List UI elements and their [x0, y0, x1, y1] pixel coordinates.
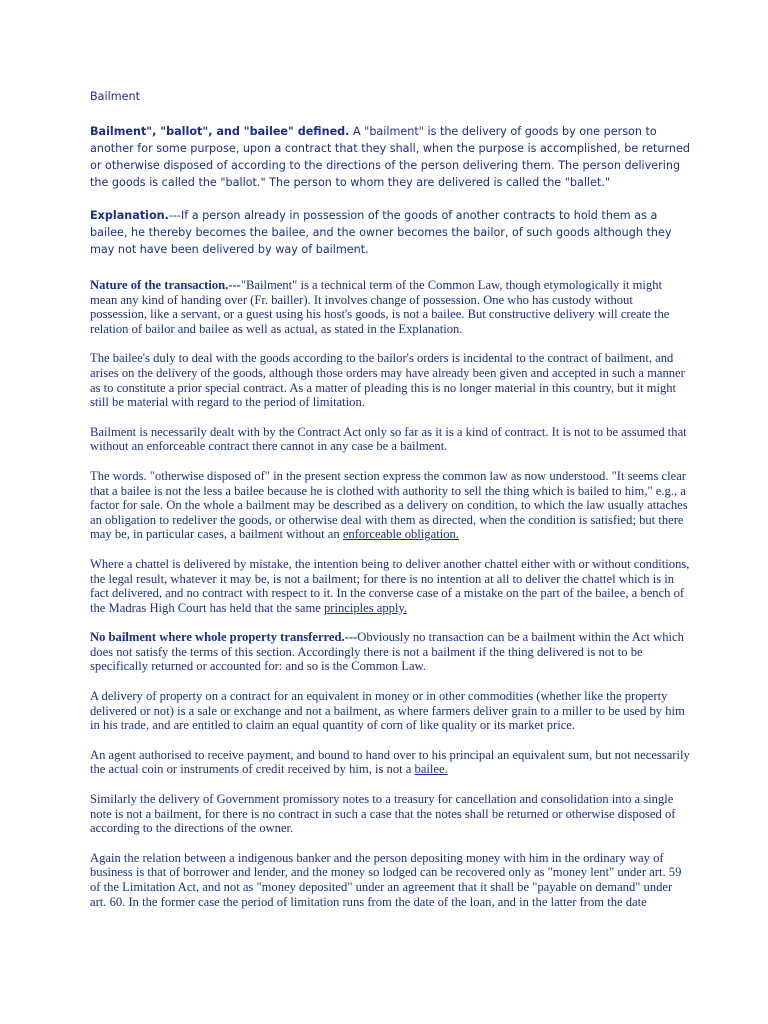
- title-text: Bailment: [90, 90, 141, 103]
- mistake-text: Where a chattel is delivered by mistake, the intention being to deliver another chattel either with or without conditions, the legal result, whatever it may be, is not a bailment; for there is no intention at all to deliver the chattel which is in fact delivered, and no contract with respect to it. In the converse case of a mistake on the part of the bailee, a bench of the Madras High Court has held that the same: [90, 556, 690, 615]
- contract-paragraph: Bailment is necessarily dealt with by the Contract Act only so far as it is a kind of contract. It is not to be assumed that without an enforceable contract there cannot in any case be a bailment.: [90, 424, 687, 454]
- no-bailment-text: Obviously no transaction can be a bailment within the Act which does not satisfy the terms of this section. Accordingly there is not a bailment if the thing delivered is not to be specifically returned or accounted for: and so is the Common Law.: [90, 630, 684, 674]
- agent-paragraph: [90, 748, 690, 777]
- bailee-link[interactable]: bailee.: [414, 762, 448, 777]
- nature-text: "Bailment" is a technical term of the Common Law, though etymologically it might mean any kind of handing over (Fr. bailler). It involves change of possession. One who has custody without possession, like a servant, or a guest using his host's goods, is not a bailee. But constructive delivery will create the relation of bailor and bailee as well as actual, as stated in the Explanation.: [90, 278, 670, 336]
- banker-paragraph: Again the relation between a indigenous banker and the person depositing money with him in the ordinary way of business is that of borrower and lender, and the money so lodged can be recovered only as "money lent" under art. 59 of the Limitation Act, and not as "money deposited" under an agreement that it shall be "payable on demand" under art. 60. In the former case the period of limitation runs from the date of the loan, and in the latter from the date: [90, 850, 682, 909]
- explanation-heading: Explanation.: [90, 209, 169, 222]
- duty-paragraph: The bailee's duly to deal with the goods according to the bailor's orders is incidental to the contract of bailment, and arises on the delivery of the goods, although those orders may have already been given and accepted in such a manner as to constitute a prior special contract. As a matter of pleading this is no longer material in this country, but it might still be material with regard to the period of limitation.: [90, 351, 685, 410]
- no-bailment-heading: No bailment where whole property transferred.---: [90, 630, 358, 645]
- nature-paragraph: [90, 278, 690, 336]
- words-paragraph: [90, 469, 690, 542]
- notes-paragraph: Similarly the delivery of Government promissory notes to a treasury for cancellation and consolidation into a single note is not a bailment, for there is no contract in such a case that the notes shall be returned or otherwise disposed of according to the directions of the owner.: [90, 792, 676, 836]
- agent-text: An agent authorised to receive payment, and bound to hand over to his principal an equivalent sum, but not necessarily the actual coin or instruments of credit received by him, is not a: [90, 747, 690, 777]
- mistake-paragraph: [90, 557, 690, 615]
- document-title: [90, 88, 690, 105]
- document-page: [90, 88, 690, 909]
- explanation-paragraph: [90, 207, 690, 258]
- definition-text: A "bailment" is the delivery of goods by one person to another for some purpose, upon a contract that they shall, when the purpose is accomplished, be returned or otherwise disposed of according to the directions of the person delivering them. The person delivering the goods is called the "ballot." The person to whom they are delivered is called the "ballet.": [90, 125, 691, 189]
- explanation-text: ---If a person already in possession of the goods of another contracts to hold them as a bailee, he thereby becomes the bailee, and the owner becomes the bailor, of such goods although they may not have been delivered by way of bailment.: [90, 209, 672, 256]
- words-text: The words. "otherwise disposed of" in the present section express the common law as now understood. "It seems clear that a bailee is not the less a bailee because he is clothed with authority to sell the thing which is bailed to him," e.g., a factor for sale. On the whole a bailment may be described as a delivery on condition, to which the law usually attaches an obligation to redeliver the goods, or otherwise deal with them as directed, when the condition is satisfied; but there may be, in particular cases, a bailment without an: [90, 468, 688, 542]
- no-bailment-paragraph: [90, 630, 690, 674]
- delivery-paragraph: A delivery of property on a contract for an equivalent in money or in other commodities (whether like the property delivered or not) is a sale or exchange and not a bailment, as where farmers deliver grain to a miller to be used by him in his trade, and are entitled to claim an equal quantity of corn of like quality or its market price.: [90, 689, 685, 733]
- principles-apply-link[interactable]: principles apply.: [323, 600, 408, 615]
- nature-heading: Nature of the transaction.---: [90, 278, 241, 292]
- definition-heading: Bailment", "ballot", and "bailee" defined.: [90, 125, 350, 138]
- definition-paragraph: [90, 123, 690, 191]
- enforceable-obligation-link[interactable]: enforceable obligation.: [342, 527, 459, 542]
